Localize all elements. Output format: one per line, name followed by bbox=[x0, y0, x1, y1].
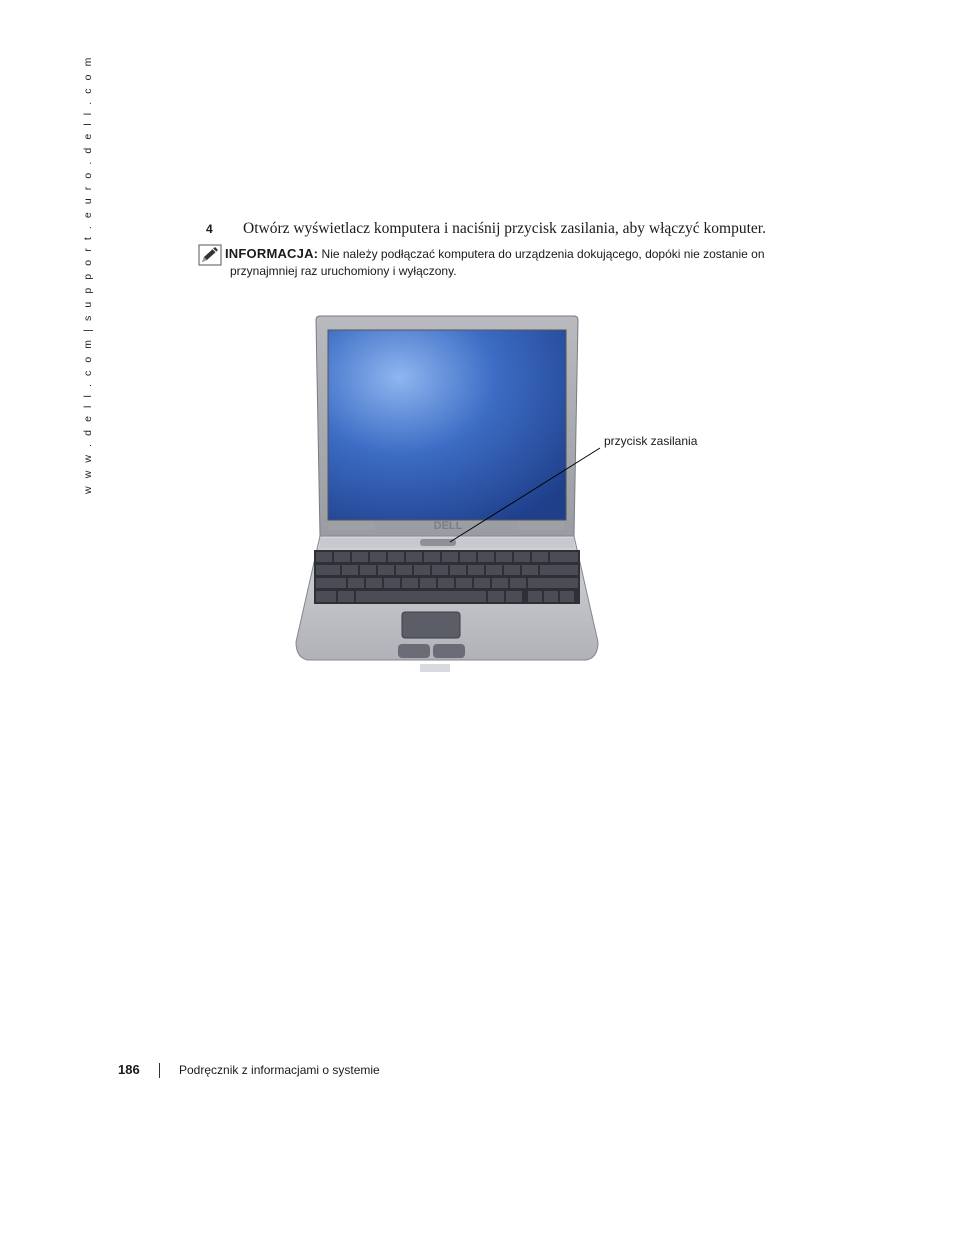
power-button-callout: przycisk zasilania bbox=[604, 434, 698, 448]
footer-separator bbox=[159, 1063, 160, 1078]
laptop-illustration bbox=[280, 312, 720, 684]
pencil-note-icon bbox=[198, 244, 222, 266]
step-text: Otwórz wyświetlacz komputera i naciśnij przycisk zasilania, aby włączyć komputer. bbox=[243, 220, 766, 237]
note-line-1 bbox=[225, 246, 765, 262]
svg-text:DELL: DELL bbox=[433, 520, 463, 532]
step-number: 4 bbox=[206, 222, 213, 236]
footer-title: Podręcznik z informacjami o systemie bbox=[179, 1063, 380, 1077]
side-url: w w w . d e l l . c o m | s u p p o r t . e u r o . d e l l . c o m bbox=[82, 55, 94, 494]
note-line-2: przynajmniej raz uruchomiony i wyłączony. bbox=[230, 264, 457, 278]
note-label: INFORMACJA: bbox=[225, 246, 319, 261]
laptop-figure bbox=[280, 312, 720, 684]
page-number: 186 bbox=[118, 1062, 140, 1077]
note-text-1: Nie należy podłączać komputera do urządzenia dokującego, dopóki nie zostanie on bbox=[321, 247, 765, 261]
